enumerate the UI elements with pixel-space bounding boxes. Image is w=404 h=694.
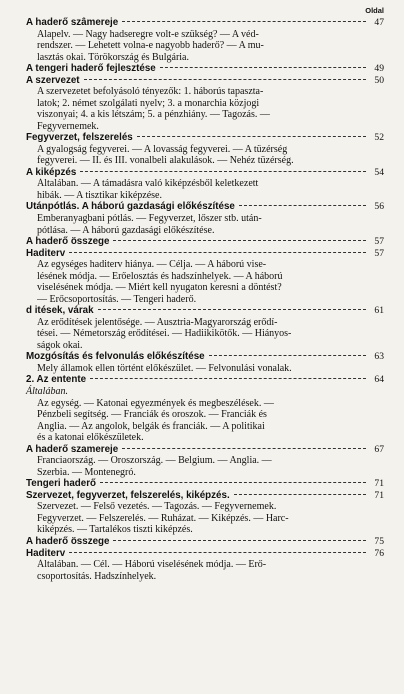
toc-entry-title: 2. Az entente	[26, 374, 87, 386]
toc-entry-page-number: 67	[374, 443, 384, 455]
toc-description-line: latok; 2. német szolgálati nyelv; 3. a monarchia közjogi	[37, 97, 260, 109]
toc-entry-heading-row	[26, 386, 384, 398]
toc-entry-title: Szervezet, fegyverzet, felszerelés, kiképzés.	[26, 489, 230, 501]
toc-description-line: Általában. — Cél. — Háború viselésének módja. — Erő-	[37, 559, 267, 571]
toc-entry-page-number: 61	[374, 305, 384, 317]
toc-entry-page-number: 49	[374, 63, 384, 75]
toc-description-line: tései. — Németország erődítései. — Hadiikikötők. — Hiányos-	[37, 328, 292, 340]
dot-leader	[100, 482, 366, 483]
toc-entry-title: Haditerv	[26, 547, 66, 559]
toc-entry-title: Tengeri haderő	[26, 478, 97, 490]
toc-entry-description	[26, 501, 384, 536]
toc-description-line: Franciaország. — Oroszország. — Belgium. — Anglia. —	[37, 455, 272, 467]
toc-entry-heading-row	[26, 17, 384, 29]
toc-description-line: és a katonai előkészületek.	[37, 432, 144, 444]
toc-entry-title: A haderő szamereje	[26, 443, 119, 455]
dot-leader	[239, 205, 366, 206]
toc-description-line: Az egység. — Katonai egyezmények és megbeszélések. —	[37, 397, 274, 409]
toc-entry-description	[26, 259, 384, 305]
toc-entry-page-number: 76	[374, 547, 384, 559]
toc-description-line: Az egységes haditerv hiánya. — Célja. — A háború vise-	[37, 259, 267, 271]
toc-entry	[26, 386, 384, 444]
dot-leader	[209, 355, 366, 356]
toc-entry-title: A haderő szâmereje	[26, 17, 119, 28]
toc-entry-title: Fegyverzet, felszerelés	[26, 132, 133, 144]
toc-entry	[26, 75, 384, 133]
dot-leader	[84, 79, 366, 80]
toc-entry-heading-row	[26, 351, 384, 363]
toc-description-line: A szervezetet befolyásoló tényezők: 1. háborús tapaszta-	[37, 86, 264, 98]
toc-entry-page-number: 57	[374, 247, 384, 259]
toc-entry-page-number: 54	[374, 166, 384, 178]
toc-entry-title: Mozgósítás és felvonulás előkészítése	[26, 351, 205, 363]
dot-leader	[160, 67, 366, 68]
toc-description-line: kiképzés. — Tartalékos tiszti kiképzés.	[37, 524, 193, 536]
toc-description-line: csoportosítás. Hadszínhelyek.	[37, 570, 157, 582]
dot-leader	[90, 378, 366, 379]
toc-description-line: Az erődítések jelentősége. — Ausztria-Magyarország erődí-	[37, 316, 278, 328]
toc-entry-title: A kiképzés	[26, 166, 77, 178]
toc-entry	[26, 444, 384, 479]
toc-entry-page-number: 64	[374, 374, 384, 386]
dot-leader	[113, 240, 366, 241]
toc-entry-heading-row	[26, 305, 384, 317]
toc-entry-page-number: 52	[374, 132, 384, 144]
toc-entry-title: A haderő összege	[26, 535, 110, 547]
toc-list	[26, 17, 384, 582]
dot-leader	[80, 171, 366, 172]
toc-entry-page-number: 75	[374, 535, 384, 547]
toc-description-line: pótlása. — A háború gazdasági előkészítése.	[37, 224, 215, 236]
page-column-label: Oldal	[365, 6, 384, 15]
toc-description-line: Általában. — A támadásra való kiképzésből keletkezett	[37, 178, 259, 190]
toc-entry-description	[26, 317, 384, 352]
toc-entry	[26, 63, 384, 75]
toc-entry-heading-row	[26, 548, 384, 560]
toc-description-line: viszonyai; 4. a kis létszám; 5. a pénzhiány. — Tagozás. —	[37, 109, 270, 121]
toc-entry	[26, 351, 384, 374]
toc-entry-page-number: 47	[374, 17, 384, 28]
dot-leader	[113, 540, 366, 541]
toc-description-line: hibák. — A tisztikar kiképzése.	[37, 189, 162, 201]
toc-description-line: Pénzbeli segítség. — Franciák és oroszok. — Franciák és	[37, 409, 267, 421]
toc-entry-heading-row	[26, 167, 384, 179]
toc-entry	[26, 536, 384, 548]
toc-entry-title: d itések, várak	[26, 305, 94, 317]
toc-description-line: — Erőcsoportosítás. — Tengeri haderő.	[37, 293, 197, 305]
toc-description-line: lasztás okai. Törökország és Bulgária.	[37, 51, 189, 63]
toc-entry-page-number: 50	[374, 74, 384, 86]
toc-entry	[26, 374, 384, 386]
toc-entry-heading-row	[26, 374, 384, 386]
dot-leader	[137, 136, 366, 137]
toc-entry	[26, 490, 384, 536]
toc-description-line: viselésének módja. — Miért kell nyugaton keresni a döntést?	[37, 282, 282, 294]
toc-entry	[26, 305, 384, 351]
toc-description-line: Fegyvernemek.	[37, 120, 99, 132]
toc-entry	[26, 201, 384, 236]
toc-entry-page-number: 71	[374, 489, 384, 501]
toc-entry-page-number: 56	[374, 201, 384, 213]
toc-entry-heading-row	[26, 236, 384, 248]
toc-entry-description	[26, 29, 384, 64]
dot-leader	[234, 494, 366, 495]
toc-entry-description	[26, 455, 384, 478]
toc-description-line: lésének módja. — Erőelosztás és hadszínhelyek. — A háború	[37, 270, 283, 282]
dot-leader	[122, 21, 366, 22]
toc-entry	[26, 132, 384, 167]
toc-entry-title: A tengeri haderő fejlesztése	[26, 63, 156, 75]
dot-leader	[69, 252, 366, 253]
toc-description-line: Alapelv. — Nagy hadseregre volt-e szükség? — A véd-	[37, 28, 259, 40]
toc-description-line: Szerbia. — Montenegró.	[37, 466, 136, 478]
toc-description-line: A gyalogság fegyverei. — A lovasság fegyverei. — A tüzérség	[37, 143, 288, 155]
toc-entry-heading-row	[26, 536, 384, 548]
dot-leader	[98, 309, 366, 310]
toc-entry-page-number: 71	[374, 478, 384, 490]
toc-entry	[26, 548, 384, 583]
toc-entry	[26, 478, 384, 490]
toc-description-line: fegyverei. — II. és III. vonalbeli alakulások. — Nehéz tüzérség.	[37, 155, 294, 167]
toc-description-line: rendszer. — Lehetett volna-e nagyobb haderő? — A mu-	[37, 40, 264, 52]
toc-entry-heading-row	[26, 490, 384, 502]
toc-description-line: Emberanyagbani pótlás. — Fegyverzet, lőszer stb. után-	[37, 213, 262, 225]
dot-leader	[122, 448, 366, 449]
toc-description-line: Fegyverzet. — Felszerelés. — Ruházat. — Kiképzés. — Harc-	[37, 512, 289, 524]
toc-entry-description	[26, 178, 384, 201]
toc-entry-title: Általában.	[26, 386, 68, 398]
toc-entry-page-number: 63	[374, 351, 384, 363]
toc-entry-heading-row	[26, 201, 384, 213]
toc-entry	[26, 236, 384, 248]
toc-description-line: Anglia. — Az angolok, belgák és franciák. — A politikai	[37, 420, 265, 432]
toc-entry-heading-row	[26, 132, 384, 144]
toc-entry	[26, 167, 384, 202]
toc-entry-title: Utánpótlás. A háború gazdasági előkészítése	[26, 201, 235, 213]
toc-entry	[26, 248, 384, 306]
toc-description-line: Szervezet. — Felső vezetés. — Tagozás. — Fegyvernemek.	[37, 501, 277, 513]
toc-entry-description	[26, 398, 384, 444]
toc-entry-title: A szervezet	[26, 74, 80, 86]
toc-description-line: ságok okai.	[37, 339, 83, 351]
toc-entry-description	[26, 213, 384, 236]
toc-entry-title: Haditerv	[26, 247, 66, 259]
toc-entry-heading-row	[26, 248, 384, 260]
dot-leader	[69, 552, 366, 553]
toc-entry-description	[26, 363, 384, 375]
toc-entry-description	[26, 86, 384, 132]
toc-entry-heading-row	[26, 63, 384, 75]
toc-entry-description	[26, 559, 384, 582]
toc-entry-heading-row	[26, 75, 384, 87]
toc-entry	[26, 17, 384, 63]
toc-entry-heading-row	[26, 444, 384, 456]
toc-entry-page-number: 57	[374, 236, 384, 248]
toc-description-line: Mely államok ellen történt előkészület. — Felvonulási vonalak.	[37, 362, 292, 374]
toc-entry-description	[26, 144, 384, 167]
toc-entry-heading-row	[26, 478, 384, 490]
toc-entry-title: A haderő összege	[26, 236, 110, 248]
